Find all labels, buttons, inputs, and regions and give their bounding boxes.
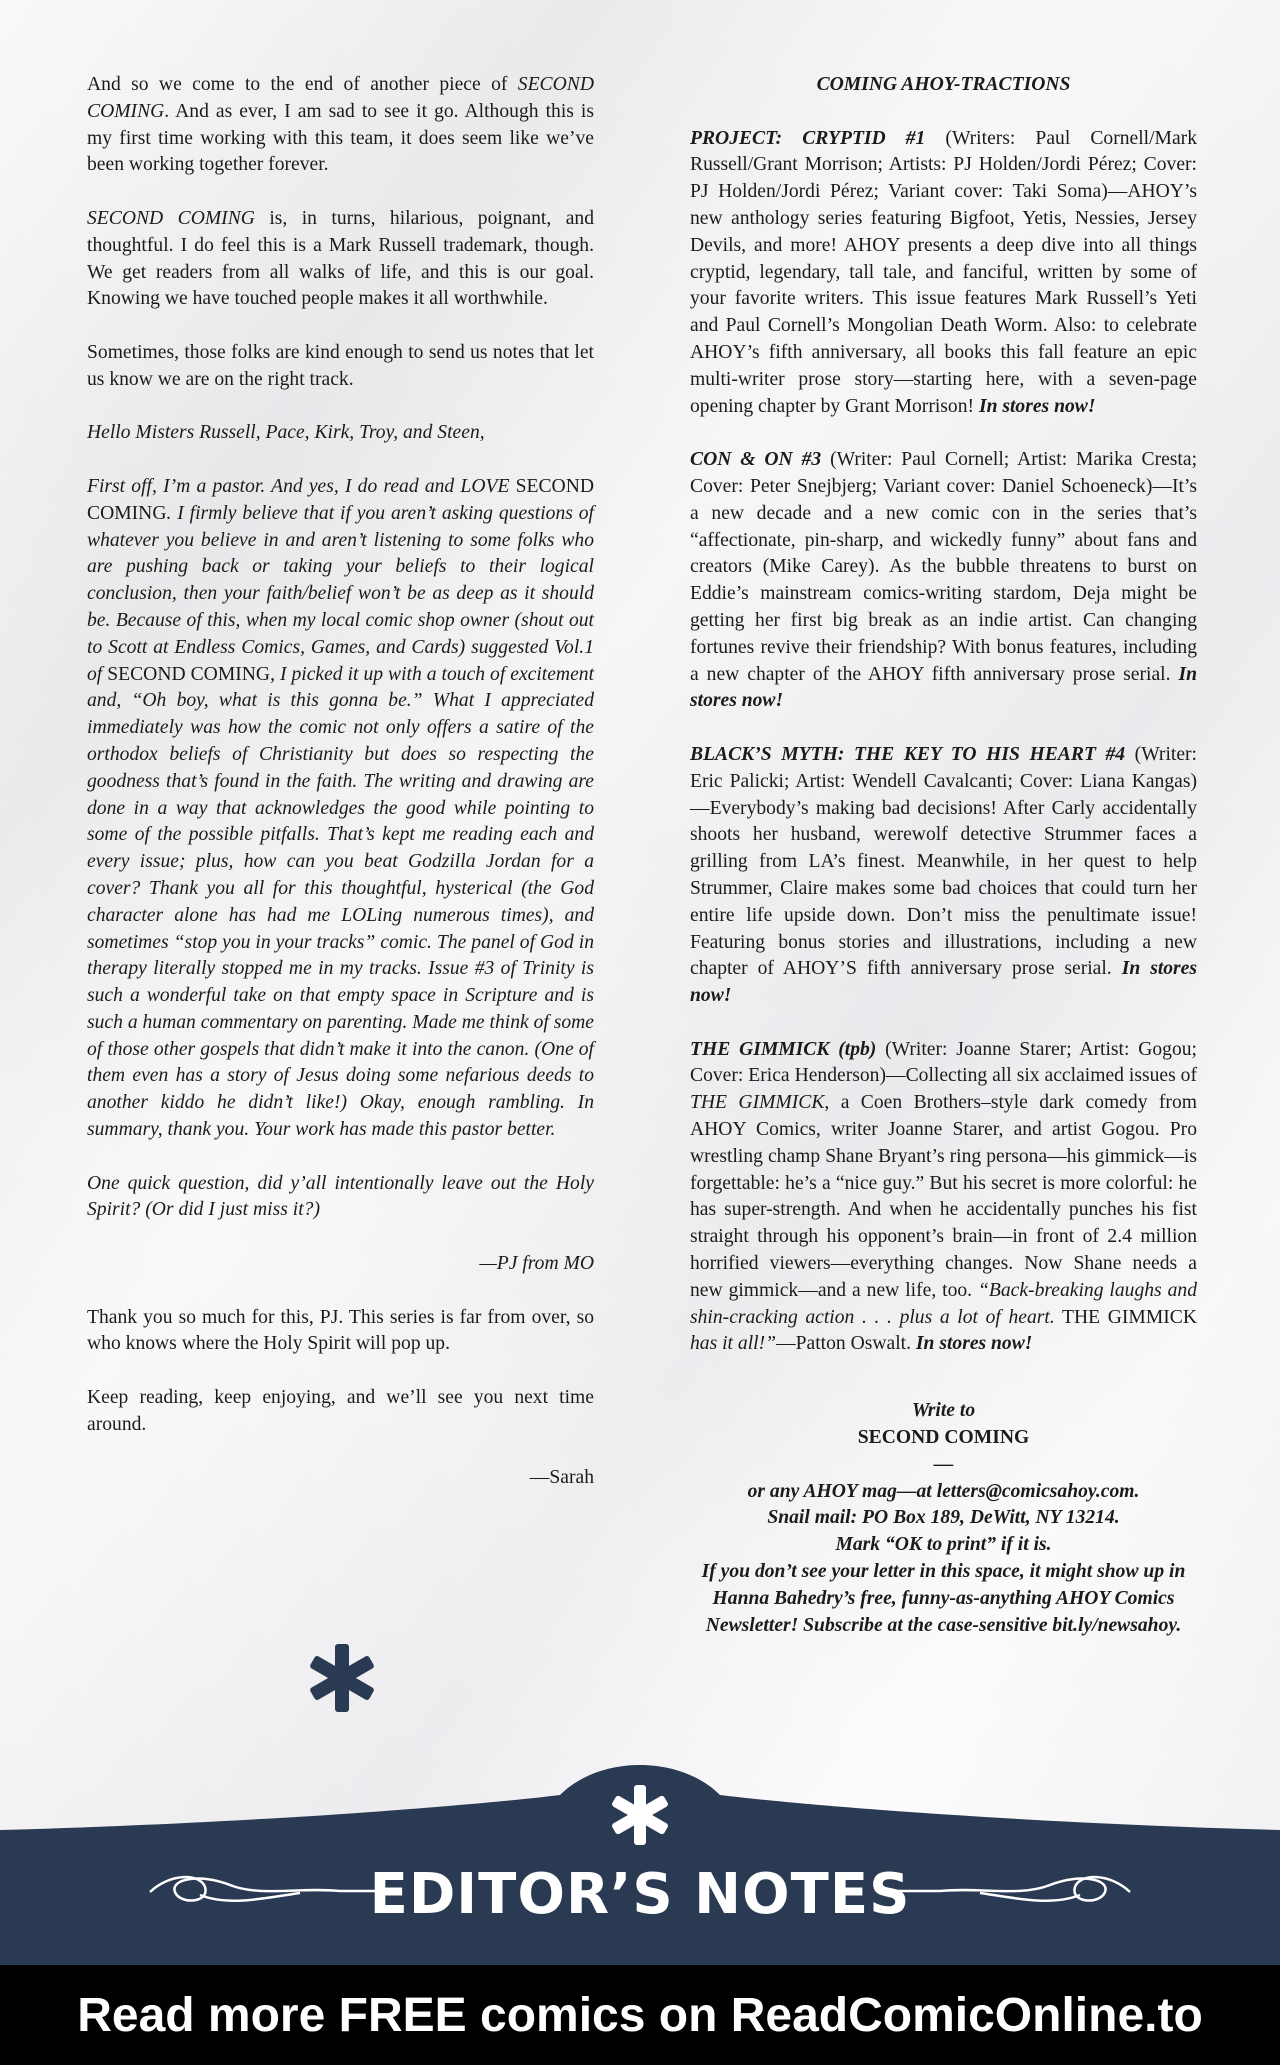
- closing-paragraph: Keep reading, keep enjoying, and we’ll see you next time around.: [87, 1387, 594, 1435]
- listing-the-gimmick: THE GIMMICK (tpb) (Writer: Joanne Starer; Artist: Gogou; Cover: Erica Henderson)—Collecting all six acclaimed issues of THE GIMMICK, a Coen Brothers–style dark comedy from AHOY Comics, writer Joanne Starer, and artist Gogou. Pro wrestling champ Shane Bryant’s ring persona—his gimmick—is forgettable: he’s a “nice guy.” But his secret is more colorful: he has super-strength. And when he accidentally punches his fist straight through his opponent’s brain—in front of 2.4 million horrified viewers—everything changes. Now Shane needs a new gimmick—and a new life, too. “Back-breaking laughs and shin-cracking action . . . plus a lot of heart. THE GIMMICK has it all!”—Patton Oswalt. In stores now!: [690, 1038, 1197, 1355]
- intro-paragraph: And so we come to the end of another piece of SECOND COMING. And as ever, I am sad to see it go. Although this is my first time working with this team, it does seem like we’ve been working together forever.: [87, 74, 594, 176]
- left-column: [87, 72, 594, 1519]
- listing-con-and-on: CON & ON #3 (Writer: Paul Cornell; Artist: Marika Cresta; Cover: Peter Snejbjerg; Variant cover: Daniel Schoeneck)—It’s a new decade and a new comic con in the series that’s “affectionate, pin-sharp, and wickedly funny” about fans and creators (Mike Carey). As the bubble threatens to burst on Eddie’s mainstream comics-writing stardom, Deja might be getting her first big break as an indie artist. Can changing fortunes revive their friendship? With bonus features, including a new chapter of the AHOY fifth anniversary prose serial. In stores now!: [690, 449, 1198, 712]
- contact-email-line: or any AHOY mag—at letters@comicsahoy.com.: [747, 1480, 1140, 1502]
- praise-paragraph: SECOND COMING is, in turns, hilarious, poignant, and thoughtful. I do feel this is a Mark Russell trademark, though. We get readers from all walks of life, and this is our goal. Knowing we have touched people makes it all worthwhile.: [87, 207, 594, 310]
- editors-notes-banner: [0, 1755, 1280, 1965]
- contact-info: [690, 1398, 1197, 1639]
- notes-paragraph: Sometimes, those folks are kind enough to send us notes that let us know we are on the right track.: [87, 341, 594, 390]
- letter-signoff: —PJ from MO: [479, 1253, 594, 1275]
- letter-question: One quick question, did y’all intentionally leave out the Holy Spirit? (Or did I just miss it?): [87, 1172, 594, 1221]
- reply-paragraph: Thank you so much for this, PJ. This series is far from over, so who knows where the Holy Spirit will pop up.: [87, 1306, 594, 1355]
- footer-link-text[interactable]: Read more FREE comics on ReadComicOnline.to: [77, 1989, 1203, 2042]
- banner-title: EDITOR’S NOTES: [369, 1862, 911, 1927]
- listing-project-cryptid: PROJECT: CRYPTID #1 (Writers: Paul Cornell/Mark Russell/Grant Morrison; Artists: PJ Holden/Jordi Pérez; Cover: PJ Holden/Jordi Pérez; Variant cover: Taki Soma)—AHOY’s new anthology series featuring Bigfoot, Yetis, Nessies, Jersey Devils, and more! AHOY presents a deep dive into all things cryptid, legendary, tall tale, and fanciful, written by some of your favorite writers. This issue features Mark Russell’s Yeti and Paul Cornell’s Mongolian Death Worm. Also: to celebrate AHOY’s fifth anniversary, all books this fall feature an epic multi-writer prose story—starting here, with a seven-page opening chapter by Grant Morrison! In stores now!: [690, 127, 1197, 417]
- asterisk-icon: [306, 1642, 378, 1714]
- contact-newsletter-line: If you don’t see your letter in this space, it might show up in Hanna Bahedry’s free, funny-as-anything AHOY Comics Newsletter! Subscribe at the case-sensitive bit.ly/newsahoy.: [701, 1561, 1186, 1636]
- contact-write-line: Write to SECOND COMING —: [857, 1400, 1030, 1475]
- letter-body: First off, I’m a pastor. And yes, I do read and LOVE SECOND COMING. I firmly believe that if you aren’t asking questions of whatever you believe in and aren’t listening to some folks who are pushing back or taking your beliefs to their logical conclusion, then your faith/belief won’t be as deep as it should be. Because of this, when my local comic shop owner (shout out to Scott at Endless Comics, Games, and Cards) suggested Vol.1 of SECOND COMING, I picked it up with a touch of excitement and, “Oh boy, what is this gonna be.” What I appreciated immediately was how the comic not only offers a satire of the orthodox beliefs of Christianity but does so respecting the goodness that’s found in the faith. The writing and drawing are done in a way that acknowledges the good while pointing to some of the possible pitfalls. That’s kept me reading each and every issue; plus, how can you beat Godzilla Jordan for a cover? Thank you all for this thoughtful, hysterical (the God character alone has had me LOLing numerous times), and sometimes “stop you in your tracks” comic. The panel of God in therapy literally stopped me in my tracks. Issue #3 of Trinity is such a wonderful take on that empty space in Scripture and is such a human commentary on parenting. Made me think of some of those other gospels that didn’t make it into the canon. (One of them even has a story of Jesus doing some nefarious deeds to another kiddo he didn’t like!) Okay, enough rambling. In summary, thank you. Your work has made this pastor better.: [87, 475, 595, 1141]
- coming-attractions-heading: COMING AHOY-TRACTIONS: [816, 74, 1071, 95]
- listing-blacks-myth: BLACK’S MYTH: THE KEY TO HIS HEART #4 (Writer: Eric Palicki; Artist: Wendell Cavalcanti; Cover: Liana Kangas)—Everybody’s making bad decisions! After Carly accidentally shoots her husband, werewolf detective Strummer faces a grilling from LA’s finest. Meanwhile, in her quest to help Strummer, Claire makes some bad choices that could turn her entire life upside down. Don’t miss the penultimate issue! Featuring bonus stories and illustrations, including a new chapter of AHOY’S fifth anniversary prose serial. In stores now!: [690, 743, 1198, 1007]
- contact-ok-line: Mark “OK to print” if it is.: [835, 1534, 1052, 1556]
- letter-salutation: Hello Misters Russell, Pace, Kirk, Troy, and Steen,: [87, 422, 485, 444]
- contact-mail-line: Snail mail: PO Box 189, DeWitt, NY 13214.: [767, 1507, 1120, 1529]
- editor-signature: —Sarah: [529, 1467, 594, 1489]
- right-column: [690, 72, 1197, 1639]
